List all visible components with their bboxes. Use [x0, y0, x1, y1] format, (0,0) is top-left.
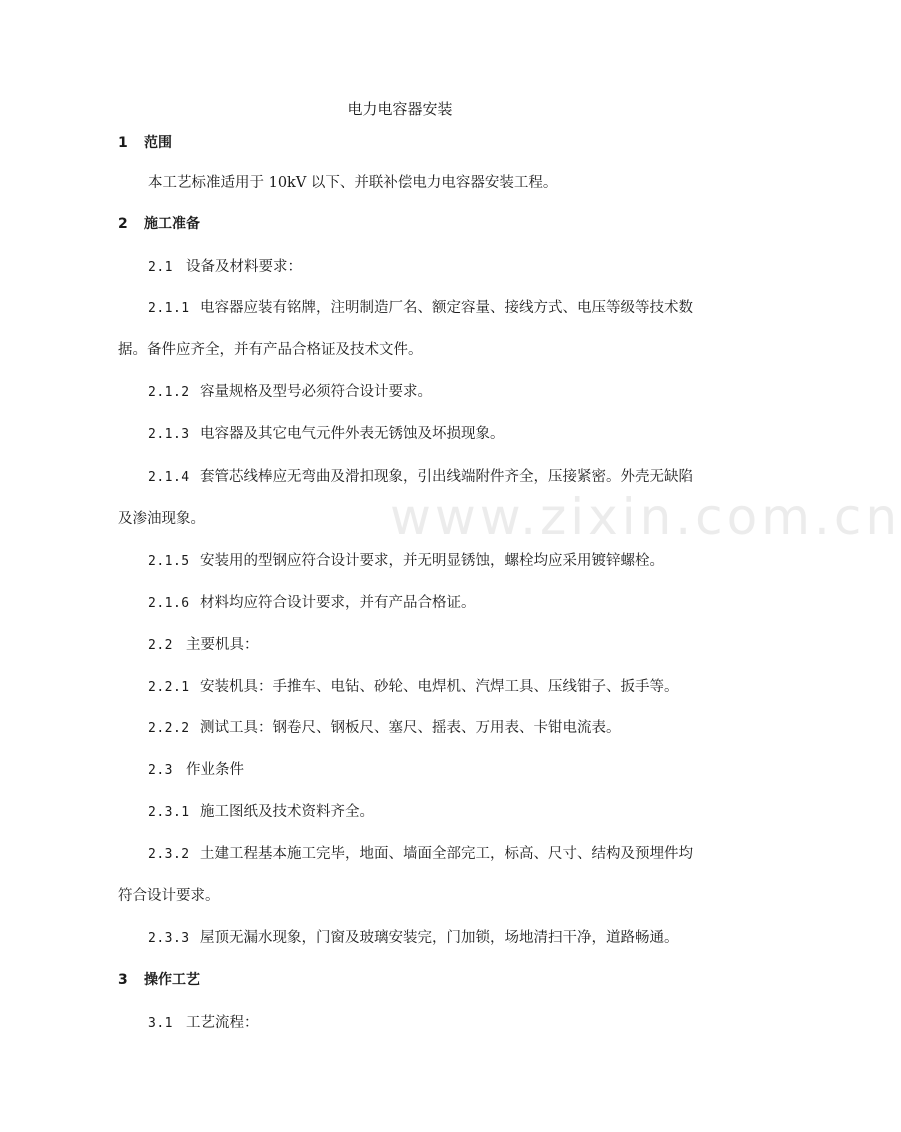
section-title: 施工准备: [144, 216, 200, 232]
clause-text: 设备及材料要求：: [186, 259, 302, 275]
section-1-heading: [118, 133, 172, 153]
paragraph-scope: 本工艺标准适用于 10kV 以下、并联补偿电力电容器安装工程。: [148, 175, 558, 191]
clause-2-1-4: [148, 467, 693, 488]
section-title: 操作工艺: [144, 972, 200, 988]
clause-text: 施工图纸及技术资料齐全。: [200, 804, 374, 820]
clause-number: 2.1.5: [148, 554, 190, 569]
clause-number: 2.3.1: [148, 805, 190, 820]
clause-text: 电容器应装有铭牌，注明制造厂名、额定容量、接线方式、电压等级等技术数: [200, 300, 693, 316]
clause-2-3-2-continuation: 符合设计要求。: [118, 888, 220, 904]
clause-number: 2.2.1: [148, 680, 190, 695]
clause-2-1-3: [148, 424, 505, 445]
clause-number: 2.1: [148, 260, 173, 275]
clause-text: 土建工程基本施工完毕，地面、墙面全部完工，标高、尺寸、结构及预埋件均: [200, 846, 693, 862]
clause-2-1-1-continuation: 据。备件应齐全，并有产品合格证及技术文件。: [118, 342, 423, 358]
section-number: 2: [118, 216, 128, 232]
clause-text: 套管芯线棒应无弯曲及滑扣现象，引出线端附件齐全，压接紧密。外壳无缺陷: [200, 469, 693, 485]
section-2-heading: [118, 214, 200, 234]
clause-2-1-6: [148, 593, 476, 614]
clause-text: 工艺流程：: [186, 1015, 259, 1031]
clause-number: 2.1.6: [148, 596, 190, 611]
clause-2-3: [148, 760, 244, 781]
clause-2-1-4-continuation: 及渗油现象。: [118, 511, 205, 527]
clause-number: 2.2: [148, 638, 173, 653]
clause-number: 3.1: [148, 1016, 173, 1031]
clause-number: 2.3: [148, 763, 173, 778]
section-3-heading: [118, 970, 200, 990]
page-title: 电力电容器安装: [347, 100, 453, 118]
clause-number: 2.1.2: [148, 385, 190, 400]
clause-2-3-3: [148, 928, 679, 949]
clause-text: 安装机具：手推车、电钻、砂轮、电焊机、汽焊工具、压线钳子、扳手等。: [200, 679, 679, 695]
clause-text: 作业条件: [186, 762, 244, 778]
section-number: 3: [118, 972, 128, 988]
clause-number: 2.3.3: [148, 931, 190, 946]
clause-number: 2.2.2: [148, 721, 190, 736]
clause-number: 2.1.1: [148, 301, 190, 316]
clause-text: 容量规格及型号必须符合设计要求。: [200, 384, 432, 400]
section-number: 1: [118, 135, 128, 151]
clause-2-1-1: [148, 298, 693, 319]
clause-2-2-1: [148, 677, 679, 698]
clause-2-2: [148, 635, 259, 656]
clause-2-3-2: [148, 844, 693, 865]
section-title: 范围: [144, 135, 172, 151]
clause-number: 2.1.4: [148, 470, 190, 485]
watermark: www.zixin.com.cn: [390, 488, 901, 546]
clause-text: 安装用的型钢应符合设计要求，并无明显锈蚀，螺栓均应采用镀锌螺栓。: [200, 553, 664, 569]
clause-3-1: [148, 1013, 259, 1034]
clause-2-1-2: [148, 382, 432, 403]
clause-text: 测试工具：钢卷尺、钢板尺、塞尺、摇表、万用表、卡钳电流表。: [200, 720, 621, 736]
clause-text: 电容器及其它电气元件外表无锈蚀及坏损现象。: [200, 426, 505, 442]
clause-2-2-2: [148, 718, 621, 739]
clause-number: 2.1.3: [148, 427, 190, 442]
clause-2-1: [148, 257, 302, 278]
clause-text: 主要机具：: [186, 637, 259, 653]
clause-text: 材料均应符合设计要求，并有产品合格证。: [200, 595, 476, 611]
clause-text: 屋顶无漏水现象，门窗及玻璃安装完，门加锁，场地清扫干净，道路畅通。: [200, 930, 679, 946]
clause-2-1-5: [148, 551, 664, 572]
clause-number: 2.3.2: [148, 847, 190, 862]
clause-2-3-1: [148, 802, 374, 823]
